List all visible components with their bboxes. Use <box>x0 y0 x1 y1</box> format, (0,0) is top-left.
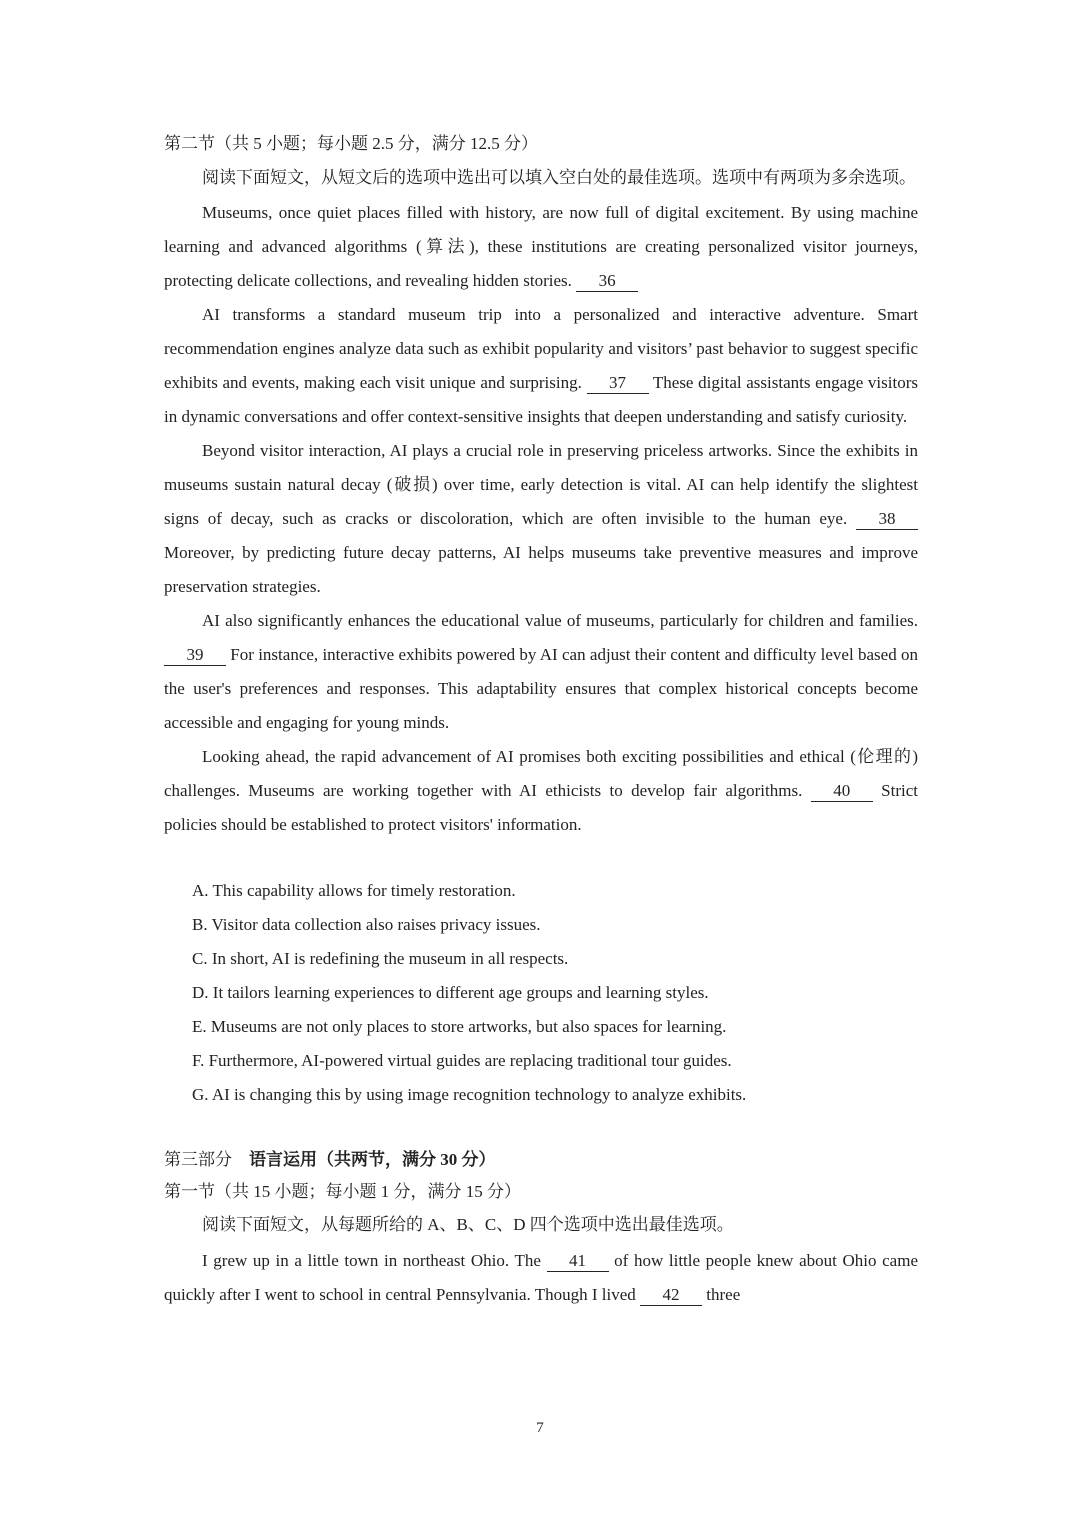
option-d: D. It tailors learning experiences to different age groups and learning styles. <box>192 983 709 1002</box>
part3-instruction: 阅读下面短文，从每题所给的 A、B、C、D 四个选项中选出最佳选项。 <box>202 1215 734 1234</box>
part3-label: 第三部分 <box>164 1150 232 1169</box>
paragraph-text: Museums, once quiet places filled with history, are now full of digital excitement. By using machine learning and advanced algorithms (算法), these institutions are creating personalized visitor journeys, protecting delicate collections, and revealing hidden stories. <box>164 203 918 290</box>
part3-section <box>164 1144 918 1312</box>
exam-page <box>164 128 918 1312</box>
blank-38: 38 <box>856 509 918 530</box>
paragraph-text: AI also significantly enhances the educational value of museums, particularly for children and families. <box>202 611 918 630</box>
passage-paragraph-4 <box>164 604 918 740</box>
passage-paragraph-1 <box>164 196 918 298</box>
passage-paragraph-3 <box>164 434 918 604</box>
option-f: F. Furthermore, AI-powered virtual guides are replacing traditional tour guides. <box>192 1051 732 1070</box>
blank-42: 42 <box>640 1285 702 1306</box>
paragraph-text: Strict policies should be established to protect visitors' information. <box>164 781 919 834</box>
part3-paragraph-1 <box>164 1244 918 1312</box>
page-number: 7 <box>536 1420 544 1436</box>
option-c: C. In short, AI is redefining the museum in all respects. <box>192 949 569 968</box>
part3-heading <box>164 1144 918 1176</box>
paragraph-text: AI transforms a standard museum trip into a personalized and interactive adventure. Smart recommendation engines analyze data such as exhibit popularity and visitors’ past behavior to suggest specific exhibits and events, making each visit unique and surprising. <box>164 305 918 392</box>
paragraph-text: For instance, interactive exhibits powered by AI can adjust their content and difficulty level based on the user's preferences and responses. This adaptability ensures that complex historical concepts become accessible and engaging for young minds. <box>164 645 918 732</box>
part3-title: 语言运用（共两节，满分 30 分） <box>249 1150 496 1169</box>
blank-41: 41 <box>547 1251 609 1272</box>
blank-36: 36 <box>576 271 638 292</box>
blank-39: 39 <box>164 645 226 666</box>
paragraph-text: three <box>706 1285 741 1304</box>
passage-paragraph-5 <box>164 740 918 842</box>
option-a: A. This capability allows for timely restoration. <box>192 881 516 900</box>
paragraph-text: Looking ahead, the rapid advancement of AI promises both exciting possibilities and ethical (伦理的) challenges. Museums are working together with AI ethicists to develop fair algorithms. <box>164 747 918 800</box>
options-list <box>164 874 918 1112</box>
option-b: B. Visitor data collection also raises privacy issues. <box>192 915 541 934</box>
paragraph-text: Beyond visitor interaction, AI plays a crucial role in preserving priceless artworks. Since the exhibits in museums sustain natural decay (破损) over time, early detection is vital. AI can help identify the slightest signs of decay, such as cracks or discoloration, which are often invisible to the human eye. <box>164 441 918 528</box>
section2-heading: 第二节（共 5 小题；每小题 2.5 分，满分 12.5 分） <box>164 134 538 153</box>
section2-instruction: 阅读下面短文，从短文后的选项中选出可以填入空白处的最佳选项。选项中有两项为多余选项。 <box>202 168 916 187</box>
paragraph-text: Moreover, by predicting future decay patterns, AI helps museums take preventive measures and improve preservation strategies. <box>164 543 918 596</box>
blank-37: 37 <box>587 373 649 394</box>
passage-paragraph-2 <box>164 298 918 434</box>
paragraph-text: I grew up in a little town in northeast Ohio. The <box>202 1251 541 1270</box>
blank-40: 40 <box>811 781 873 802</box>
option-e: E. Museums are not only places to store artworks, but also spaces for learning. <box>192 1017 727 1036</box>
part3-section1-heading: 第一节（共 15 小题；每小题 1 分，满分 15 分） <box>164 1182 521 1201</box>
option-g: G. AI is changing this by using image recognition technology to analyze exhibits. <box>192 1085 747 1104</box>
paragraph-text: of how little people knew about Ohio came quickly after I went to school in central Pennsylvania. Though I lived <box>164 1251 918 1304</box>
paragraph-text: These digital assistants engage visitors in dynamic conversations and offer context-sensitive insights that deepen understanding and satisfy curiosity. <box>164 373 918 426</box>
